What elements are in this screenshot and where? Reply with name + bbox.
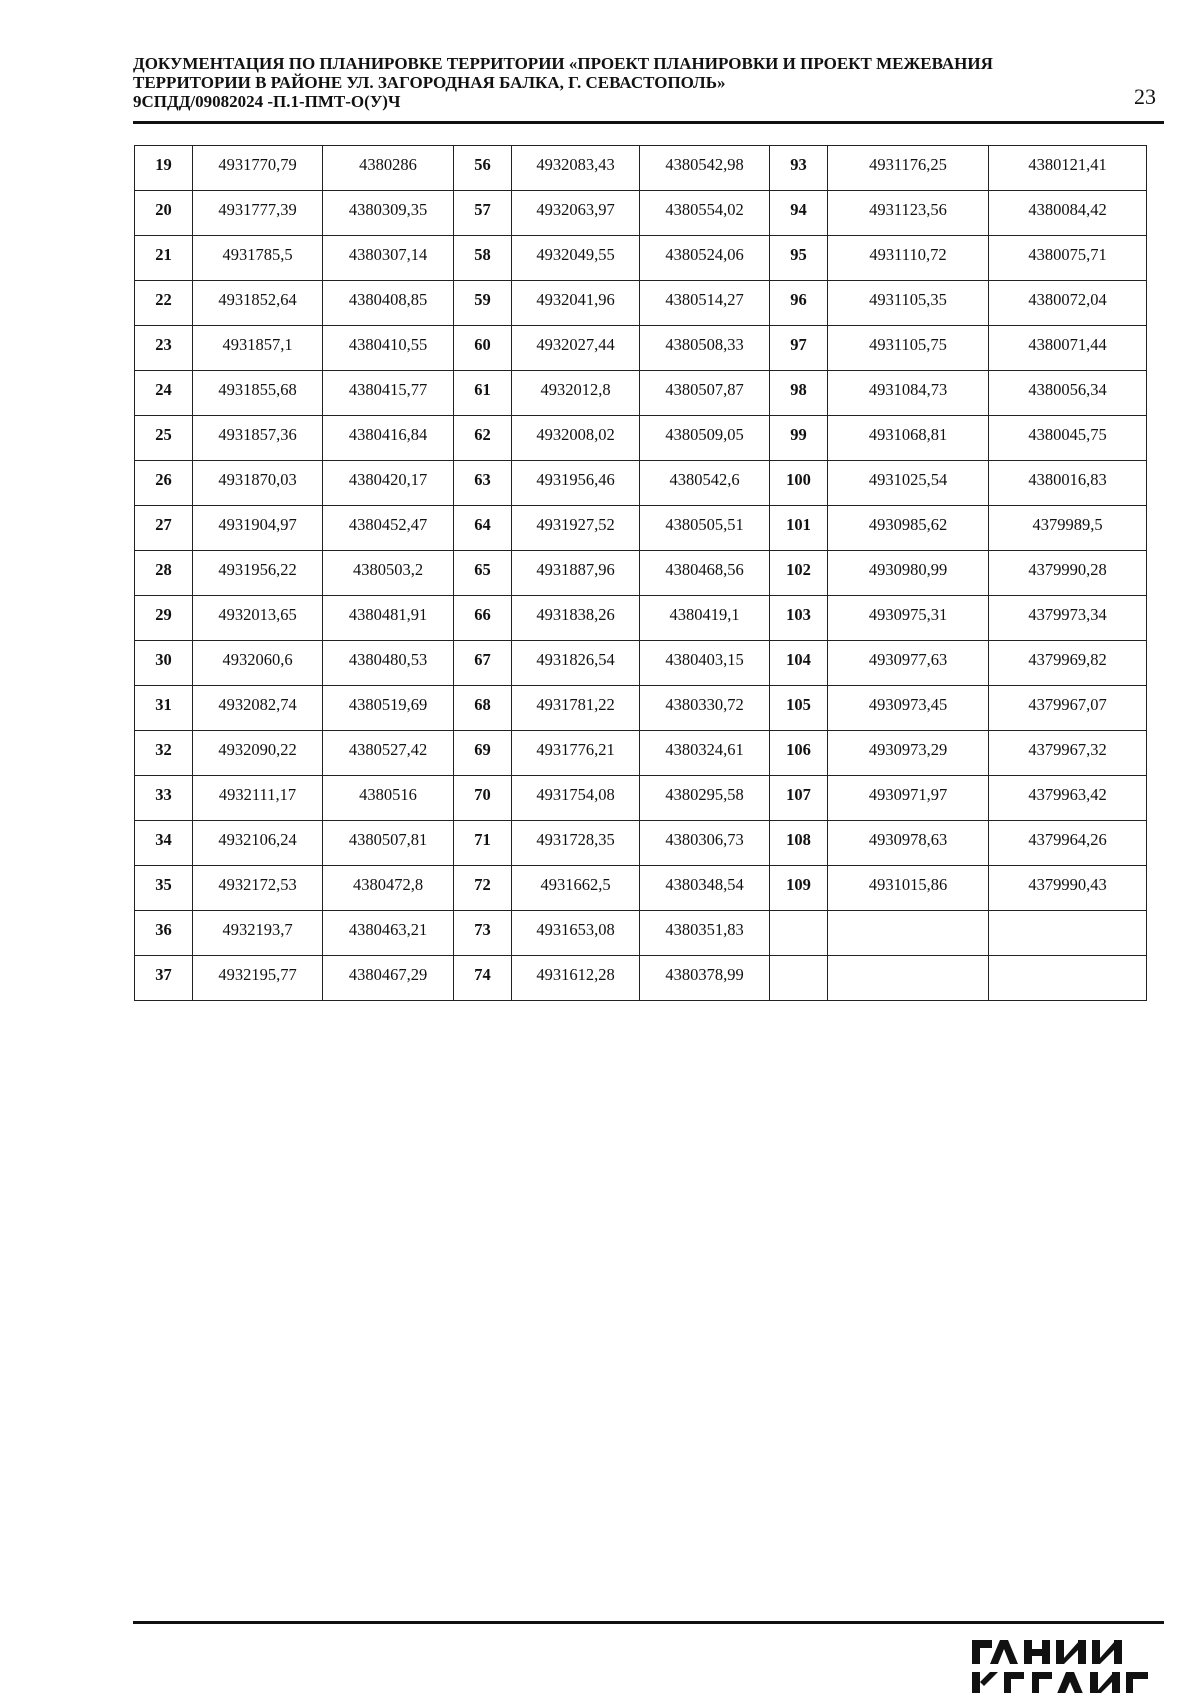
table-cell-y-coordinate: 4380507,87 xyxy=(640,371,770,416)
table-cell-y-coordinate: 4380309,35 xyxy=(323,191,454,236)
table-cell-x-coordinate: 4931904,97 xyxy=(193,506,323,551)
header-document-code: 9СПДД/09082024 -П.1-ПМТ-О(У)Ч xyxy=(133,92,401,111)
table-cell-point-number: 107 xyxy=(770,776,828,821)
table-cell-y-coordinate: 4380348,54 xyxy=(640,866,770,911)
table-cell-x-coordinate: 4931068,81 xyxy=(828,416,989,461)
table-cell-x-coordinate: 4931857,1 xyxy=(193,326,323,371)
table-cell-point-number: 71 xyxy=(454,821,512,866)
table-cell-x-coordinate: 4931123,56 xyxy=(828,191,989,236)
table-cell-y-coordinate: 4380324,61 xyxy=(640,731,770,776)
table-cell-x-coordinate: 4932013,65 xyxy=(193,596,323,641)
table-cell-y-coordinate: 4379967,07 xyxy=(989,686,1147,731)
table-cell-y-coordinate: 4379990,28 xyxy=(989,551,1147,596)
table-cell-point-number: 23 xyxy=(135,326,193,371)
table-cell-point-number: 68 xyxy=(454,686,512,731)
table-cell-y-coordinate: 4380016,83 xyxy=(989,461,1147,506)
table-row xyxy=(135,191,1147,236)
table-cell-point-number: 19 xyxy=(135,146,193,191)
table-row xyxy=(135,641,1147,686)
table-cell-y-coordinate: 4380505,51 xyxy=(640,506,770,551)
table-cell-point-number: 94 xyxy=(770,191,828,236)
table-cell-x-coordinate: 4931084,73 xyxy=(828,371,989,416)
table-cell-point-number: 28 xyxy=(135,551,193,596)
table-cell-point-number: 21 xyxy=(135,236,193,281)
table-cell-point-number: 29 xyxy=(135,596,193,641)
table-cell-y-coordinate: 4380410,55 xyxy=(323,326,454,371)
document-header xyxy=(133,54,1063,111)
table-cell-x-coordinate: 4931956,22 xyxy=(193,551,323,596)
table-cell-y-coordinate: 4380463,21 xyxy=(323,911,454,956)
table-cell-y-coordinate: 4379989,5 xyxy=(989,506,1147,551)
table-cell-y-coordinate: 4380419,1 xyxy=(640,596,770,641)
table-cell-x-coordinate: 4931776,21 xyxy=(512,731,640,776)
table-cell-y-coordinate: 4380472,8 xyxy=(323,866,454,911)
table-cell-point-number: 100 xyxy=(770,461,828,506)
table-cell-x-coordinate: 4931612,28 xyxy=(512,956,640,1001)
table-row xyxy=(135,821,1147,866)
table-cell-y-coordinate: 4380121,41 xyxy=(989,146,1147,191)
table-cell-x-coordinate: 4931887,96 xyxy=(512,551,640,596)
table-cell-x-coordinate: 4931754,08 xyxy=(512,776,640,821)
table-cell-x-coordinate: 4931653,08 xyxy=(512,911,640,956)
table-cell-y-coordinate: 4379990,43 xyxy=(989,866,1147,911)
table-cell-y-coordinate: 4380408,85 xyxy=(323,281,454,326)
table-cell-point-number: 61 xyxy=(454,371,512,416)
table-row xyxy=(135,506,1147,551)
table-cell-y-coordinate: 4380415,77 xyxy=(323,371,454,416)
table-cell-x-coordinate: 4930985,62 xyxy=(828,506,989,551)
table-cell-point-number: 24 xyxy=(135,371,193,416)
table-cell-x-coordinate: 4931870,03 xyxy=(193,461,323,506)
table-row xyxy=(135,371,1147,416)
table-cell-point-number: 102 xyxy=(770,551,828,596)
table-cell-y-coordinate: 4380524,06 xyxy=(640,236,770,281)
table-cell-point-number: 56 xyxy=(454,146,512,191)
table-cell-x-coordinate: 4932106,24 xyxy=(193,821,323,866)
table-row xyxy=(135,551,1147,596)
table-cell-x-coordinate: 4932041,96 xyxy=(512,281,640,326)
company-logo xyxy=(968,1634,1158,1693)
table-cell-x-coordinate xyxy=(828,911,989,956)
table-cell-x-coordinate: 4932193,7 xyxy=(193,911,323,956)
table-cell-y-coordinate: 4380519,69 xyxy=(323,686,454,731)
table-cell-point-number: 27 xyxy=(135,506,193,551)
table-cell-point-number: 93 xyxy=(770,146,828,191)
table-cell-y-coordinate: 4380481,91 xyxy=(323,596,454,641)
table-cell-y-coordinate: 4380307,14 xyxy=(323,236,454,281)
table-cell-point-number: 96 xyxy=(770,281,828,326)
table-cell-x-coordinate: 4930975,31 xyxy=(828,596,989,641)
table-row xyxy=(135,596,1147,641)
table-cell-y-coordinate: 4380071,44 xyxy=(989,326,1147,371)
table-cell-y-coordinate: 4380295,58 xyxy=(640,776,770,821)
table-row xyxy=(135,236,1147,281)
table-cell-x-coordinate: 4932049,55 xyxy=(512,236,640,281)
table-cell-x-coordinate: 4931105,75 xyxy=(828,326,989,371)
table-cell-point-number: 95 xyxy=(770,236,828,281)
header-title-line-1: ДОКУМЕНТАЦИЯ ПО ПЛАНИРОВКЕ ТЕРРИТОРИИ «ПРОЕКТ ПЛАНИРОВКИ И ПРОЕКТ МЕЖЕВАНИЯ xyxy=(133,54,993,73)
table-cell-y-coordinate: 4380514,27 xyxy=(640,281,770,326)
table-cell-x-coordinate: 4931781,22 xyxy=(512,686,640,731)
table-cell-y-coordinate: 4380554,02 xyxy=(640,191,770,236)
table-cell-y-coordinate: 4380378,99 xyxy=(640,956,770,1001)
table-cell-x-coordinate: 4932082,74 xyxy=(193,686,323,731)
table-cell-point-number: 67 xyxy=(454,641,512,686)
table-cell-x-coordinate: 4931852,64 xyxy=(193,281,323,326)
table-row xyxy=(135,956,1147,1001)
table-cell-x-coordinate: 4931777,39 xyxy=(193,191,323,236)
table-cell-y-coordinate: 4380084,42 xyxy=(989,191,1147,236)
table-cell-point-number: 70 xyxy=(454,776,512,821)
table-cell-point-number: 72 xyxy=(454,866,512,911)
table-cell-point-number: 104 xyxy=(770,641,828,686)
table-row xyxy=(135,281,1147,326)
table-cell-point-number: 22 xyxy=(135,281,193,326)
table-cell-y-coordinate: 4380075,71 xyxy=(989,236,1147,281)
table-cell-point-number: 32 xyxy=(135,731,193,776)
table-cell-x-coordinate: 4931838,26 xyxy=(512,596,640,641)
table-cell-y-coordinate: 4379969,82 xyxy=(989,641,1147,686)
table-cell-y-coordinate: 4380306,73 xyxy=(640,821,770,866)
table-cell-x-coordinate: 4931857,36 xyxy=(193,416,323,461)
table-cell-y-coordinate: 4380516 xyxy=(323,776,454,821)
table-cell-point-number: 37 xyxy=(135,956,193,1001)
table-cell-point-number: 20 xyxy=(135,191,193,236)
table-cell-y-coordinate: 4380507,81 xyxy=(323,821,454,866)
table-cell-point-number: 31 xyxy=(135,686,193,731)
table-row xyxy=(135,146,1147,191)
table-cell-x-coordinate: 4931927,52 xyxy=(512,506,640,551)
table-cell-point-number: 108 xyxy=(770,821,828,866)
table-cell-x-coordinate: 4931855,68 xyxy=(193,371,323,416)
table-cell-x-coordinate: 4932090,22 xyxy=(193,731,323,776)
table-cell-y-coordinate: 4380045,75 xyxy=(989,416,1147,461)
table-cell-y-coordinate: 4380420,17 xyxy=(323,461,454,506)
table-row xyxy=(135,866,1147,911)
table-cell-x-coordinate: 4931785,5 xyxy=(193,236,323,281)
table-row xyxy=(135,731,1147,776)
table-cell-point-number: 62 xyxy=(454,416,512,461)
table-cell-point-number: 57 xyxy=(454,191,512,236)
table-cell-point-number: 66 xyxy=(454,596,512,641)
table-cell-x-coordinate: 4930971,97 xyxy=(828,776,989,821)
table-cell-x-coordinate: 4932060,6 xyxy=(193,641,323,686)
table-cell-y-coordinate: 4380542,98 xyxy=(640,146,770,191)
table-cell-point-number: 60 xyxy=(454,326,512,371)
table-cell-y-coordinate: 4380286 xyxy=(323,146,454,191)
table-cell-point-number: 106 xyxy=(770,731,828,776)
table-row xyxy=(135,416,1147,461)
table-cell-point-number: 73 xyxy=(454,911,512,956)
table-cell-y-coordinate xyxy=(989,956,1147,1001)
page-number: 23 xyxy=(1134,84,1156,109)
table-cell-x-coordinate: 4930980,99 xyxy=(828,551,989,596)
table-cell-point-number: 25 xyxy=(135,416,193,461)
table-cell-x-coordinate: 4932063,97 xyxy=(512,191,640,236)
table-cell-x-coordinate: 4931025,54 xyxy=(828,461,989,506)
table-cell-point-number: 74 xyxy=(454,956,512,1001)
table-cell-y-coordinate: 4380527,42 xyxy=(323,731,454,776)
table-cell-point-number: 99 xyxy=(770,416,828,461)
table-cell-point-number: 63 xyxy=(454,461,512,506)
table-cell-y-coordinate: 4380509,05 xyxy=(640,416,770,461)
table-cell-x-coordinate: 4932195,77 xyxy=(193,956,323,1001)
table-cell-y-coordinate: 4380503,2 xyxy=(323,551,454,596)
table-cell-x-coordinate: 4932172,53 xyxy=(193,866,323,911)
table-cell-point-number: 30 xyxy=(135,641,193,686)
table-cell-point-number xyxy=(770,956,828,1001)
table-cell-point-number: 69 xyxy=(454,731,512,776)
table-cell-x-coordinate: 4930973,45 xyxy=(828,686,989,731)
header-divider xyxy=(133,121,1164,124)
table-cell-point-number: 103 xyxy=(770,596,828,641)
table-cell-x-coordinate: 4931015,86 xyxy=(828,866,989,911)
table-cell-y-coordinate: 4379963,42 xyxy=(989,776,1147,821)
table-cell-point-number: 36 xyxy=(135,911,193,956)
table-cell-y-coordinate: 4380351,83 xyxy=(640,911,770,956)
table-cell-point-number: 35 xyxy=(135,866,193,911)
table-cell-x-coordinate: 4930978,63 xyxy=(828,821,989,866)
table-cell-y-coordinate: 4380480,53 xyxy=(323,641,454,686)
table-cell-y-coordinate: 4380467,29 xyxy=(323,956,454,1001)
table-cell-y-coordinate: 4380452,47 xyxy=(323,506,454,551)
table-cell-x-coordinate: 4932008,02 xyxy=(512,416,640,461)
table-cell-point-number: 65 xyxy=(454,551,512,596)
footer-divider xyxy=(133,1621,1164,1624)
table-cell-x-coordinate: 4932111,17 xyxy=(193,776,323,821)
coordinates-table xyxy=(134,145,1147,1001)
table-cell-x-coordinate: 4932083,43 xyxy=(512,146,640,191)
table-cell-y-coordinate: 4380330,72 xyxy=(640,686,770,731)
table-cell-point-number xyxy=(770,911,828,956)
table-cell-y-coordinate: 4380508,33 xyxy=(640,326,770,371)
table-cell-x-coordinate xyxy=(828,956,989,1001)
table-cell-x-coordinate: 4932012,8 xyxy=(512,371,640,416)
table-cell-x-coordinate: 4931662,5 xyxy=(512,866,640,911)
table-cell-x-coordinate: 4931110,72 xyxy=(828,236,989,281)
table-cell-point-number: 105 xyxy=(770,686,828,731)
table-cell-y-coordinate: 4379964,26 xyxy=(989,821,1147,866)
table-row xyxy=(135,776,1147,821)
table-row xyxy=(135,461,1147,506)
table-cell-point-number: 64 xyxy=(454,506,512,551)
table-cell-y-coordinate: 4379973,34 xyxy=(989,596,1147,641)
table-cell-x-coordinate: 4931770,79 xyxy=(193,146,323,191)
table-row xyxy=(135,686,1147,731)
table-row xyxy=(135,911,1147,956)
table-cell-x-coordinate: 4930977,63 xyxy=(828,641,989,686)
coordinates-table-body xyxy=(135,146,1147,1001)
table-cell-y-coordinate xyxy=(989,911,1147,956)
table-cell-y-coordinate: 4380072,04 xyxy=(989,281,1147,326)
header-title-line-2: ТЕРРИТОРИИ В РАЙОНЕ УЛ. ЗАГОРОДНАЯ БАЛКА, Г. СЕВАСТОПОЛЬ» xyxy=(133,73,726,92)
table-cell-point-number: 109 xyxy=(770,866,828,911)
table-cell-y-coordinate: 4379967,32 xyxy=(989,731,1147,776)
table-cell-point-number: 98 xyxy=(770,371,828,416)
table-cell-point-number: 101 xyxy=(770,506,828,551)
table-cell-y-coordinate: 4380468,56 xyxy=(640,551,770,596)
table-cell-x-coordinate: 4932027,44 xyxy=(512,326,640,371)
table-cell-x-coordinate: 4931105,35 xyxy=(828,281,989,326)
table-cell-y-coordinate: 4380542,6 xyxy=(640,461,770,506)
table-cell-x-coordinate: 4931826,54 xyxy=(512,641,640,686)
table-cell-point-number: 26 xyxy=(135,461,193,506)
table-cell-x-coordinate: 4931176,25 xyxy=(828,146,989,191)
table-cell-point-number: 59 xyxy=(454,281,512,326)
table-cell-x-coordinate: 4931956,46 xyxy=(512,461,640,506)
table-cell-x-coordinate: 4930973,29 xyxy=(828,731,989,776)
table-cell-y-coordinate: 4380056,34 xyxy=(989,371,1147,416)
table-row xyxy=(135,326,1147,371)
company-logo-icon xyxy=(968,1634,1158,1693)
table-cell-point-number: 34 xyxy=(135,821,193,866)
table-cell-y-coordinate: 4380416,84 xyxy=(323,416,454,461)
table-cell-y-coordinate: 4380403,15 xyxy=(640,641,770,686)
table-cell-point-number: 33 xyxy=(135,776,193,821)
table-cell-point-number: 97 xyxy=(770,326,828,371)
table-cell-point-number: 58 xyxy=(454,236,512,281)
table-cell-x-coordinate: 4931728,35 xyxy=(512,821,640,866)
